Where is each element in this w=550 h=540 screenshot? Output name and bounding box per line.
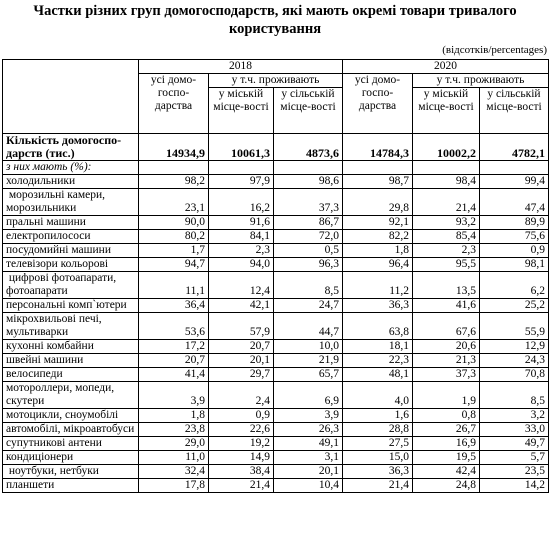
value-cell: 95,5 [413, 258, 480, 272]
unit-note: (відсотків/percentages) [442, 44, 547, 56]
value-cell: 2,3 [413, 244, 480, 258]
header-rural-2020 [480, 88, 549, 134]
value-cell: 1,8 [343, 244, 413, 258]
value-cell: 3,2 [480, 409, 549, 423]
value-cell: 94,7 [139, 258, 209, 272]
row-label [3, 479, 139, 493]
value-cell: 0,9 [480, 244, 549, 258]
value-cell: 29,7 [209, 368, 274, 382]
header-line: дарства [154, 100, 193, 112]
table-row [3, 437, 549, 451]
row-label-line: дарств (тис.) [6, 146, 75, 160]
value-cell: 33,0 [480, 423, 549, 437]
value-cell: 4,0 [343, 382, 413, 409]
value-cell: 19,2 [209, 437, 274, 451]
value-cell: 0,8 [413, 409, 480, 423]
value-cell: 3,9 [274, 409, 343, 423]
value-cell: 90,0 [139, 216, 209, 230]
value-cell: 24,3 [480, 354, 549, 368]
empty-cell [139, 161, 209, 175]
row-label [3, 368, 139, 382]
row-label-line: мотоцикли, сноумобілі [6, 409, 119, 421]
row-label [3, 272, 139, 299]
empty-cell [343, 161, 413, 175]
table-row [3, 258, 549, 272]
value-cell: 72,0 [274, 230, 343, 244]
value-cell: 14784,3 [343, 134, 413, 161]
value-cell: 20,6 [413, 340, 480, 354]
row-label-line: швейні машини [6, 354, 84, 366]
value-cell: 24,7 [274, 299, 343, 313]
table-row [3, 175, 549, 189]
row-label [3, 437, 139, 451]
value-cell: 41,4 [139, 368, 209, 382]
table-row [3, 230, 549, 244]
value-cell: 36,4 [139, 299, 209, 313]
row-label-line: цифрові фотоапарати, [6, 272, 117, 284]
row-label [3, 258, 139, 272]
header-line: госпо- [157, 87, 190, 99]
value-cell: 92,1 [343, 216, 413, 230]
value-cell: 20,1 [274, 465, 343, 479]
table-row [3, 423, 549, 437]
header-year-2020: 2020 [343, 60, 549, 74]
value-cell: 13,5 [413, 272, 480, 299]
value-cell: 6,2 [480, 272, 549, 299]
row-label [3, 423, 139, 437]
value-cell: 98,6 [274, 175, 343, 189]
value-cell: 98,4 [413, 175, 480, 189]
table-row [3, 134, 549, 161]
table-row [3, 340, 549, 354]
header-line: госпо- [361, 87, 394, 99]
row-label [3, 354, 139, 368]
value-cell: 98,7 [343, 175, 413, 189]
value-cell: 11,1 [139, 272, 209, 299]
value-cell: 63,8 [343, 313, 413, 340]
value-cell: 47,4 [480, 189, 549, 216]
value-cell: 28,8 [343, 423, 413, 437]
value-cell: 89,9 [480, 216, 549, 230]
row-label [3, 244, 139, 258]
value-cell: 85,4 [413, 230, 480, 244]
value-cell: 11,2 [343, 272, 413, 299]
row-label [3, 340, 139, 354]
value-cell: 53,6 [139, 313, 209, 340]
row-label-line: пральні машини [6, 216, 86, 228]
header-year-2018: 2018 [139, 60, 343, 74]
row-label-line: мотороллери, мопеди, [6, 382, 115, 394]
value-cell: 26,3 [274, 423, 343, 437]
title-line-2: користування [228, 21, 322, 37]
value-cell: 24,8 [413, 479, 480, 493]
row-label-line: посудомийні машини [6, 244, 111, 256]
row-label [3, 409, 139, 423]
table-row [3, 216, 549, 230]
value-cell: 1,8 [139, 409, 209, 423]
header-urban-2018 [209, 88, 274, 134]
value-cell: 8,5 [274, 272, 343, 299]
header-line: місце-вості [486, 101, 542, 113]
value-cell: 25,2 [480, 299, 549, 313]
value-cell: 23,8 [139, 423, 209, 437]
row-label [3, 175, 139, 189]
row-label-line: скутери [6, 395, 45, 407]
header-all-2020 [343, 74, 413, 134]
value-cell: 55,9 [480, 313, 549, 340]
row-label-line: кондиціонери [6, 451, 74, 463]
value-cell: 57,9 [209, 313, 274, 340]
title-line-1: Частки різних груп домогосподарств, які мають окремі товари тривалого [33, 3, 517, 19]
row-label-line: холодильники [6, 175, 76, 187]
value-cell: 96,4 [343, 258, 413, 272]
value-cell: 26,7 [413, 423, 480, 437]
row-label-line: Кількість домогоспо- [6, 133, 122, 147]
subtitle-cell: з них мають (%): [3, 161, 139, 175]
value-cell: 98,2 [139, 175, 209, 189]
row-label-line: ноутбуки, нетбуки [6, 465, 99, 477]
header-rural-2018 [274, 88, 343, 134]
value-cell: 21,3 [413, 354, 480, 368]
table-row [3, 451, 549, 465]
row-label [3, 313, 139, 340]
row-label [3, 216, 139, 230]
value-cell: 21,4 [413, 189, 480, 216]
table-row [3, 368, 549, 382]
row-label-line: мультиварки [6, 326, 69, 338]
value-cell: 70,8 [480, 368, 549, 382]
row-label-line: велосипеди [6, 368, 63, 380]
table-row [3, 354, 549, 368]
row-label-line: кухонні комбайни [6, 340, 94, 352]
value-cell: 22,3 [343, 354, 413, 368]
value-cell: 49,7 [480, 437, 549, 451]
value-cell: 86,7 [274, 216, 343, 230]
table-row [3, 313, 549, 340]
value-cell: 0,5 [274, 244, 343, 258]
value-cell: 29,0 [139, 437, 209, 451]
header-line: у міській [423, 88, 469, 100]
table-row [3, 382, 549, 409]
value-cell: 37,3 [274, 189, 343, 216]
value-cell: 93,2 [413, 216, 480, 230]
value-cell: 20,1 [209, 354, 274, 368]
value-cell: 11,0 [139, 451, 209, 465]
value-cell: 38,4 [209, 465, 274, 479]
header-subheader-2020: у т.ч. проживають [413, 74, 549, 88]
value-cell: 98,1 [480, 258, 549, 272]
page-title [0, 2, 550, 38]
value-cell: 15,0 [343, 451, 413, 465]
value-cell: 0,9 [209, 409, 274, 423]
table-row [3, 244, 549, 258]
value-cell: 14,2 [480, 479, 549, 493]
header-line: усі домо- [354, 74, 401, 86]
value-cell: 91,6 [209, 216, 274, 230]
row-label [3, 189, 139, 216]
row-label-line: фотоапарати [6, 285, 68, 297]
table-row [3, 409, 549, 423]
value-cell: 44,7 [274, 313, 343, 340]
table-body [3, 134, 549, 493]
value-cell: 41,6 [413, 299, 480, 313]
value-cell: 17,2 [139, 340, 209, 354]
row-label-line: автомобілі, мікроавтобуси [6, 423, 135, 435]
value-cell: 97,9 [209, 175, 274, 189]
table-row [3, 465, 549, 479]
row-label-line: планшети [6, 479, 55, 491]
value-cell: 84,1 [209, 230, 274, 244]
row-label [3, 451, 139, 465]
table-row [3, 299, 549, 313]
header-empty [3, 60, 139, 134]
header-line: місце-вості [213, 101, 269, 113]
row-label-line: супутникові антени [6, 437, 102, 449]
value-cell: 94,0 [209, 258, 274, 272]
header-line: у міській [218, 88, 264, 100]
row-label [3, 134, 139, 161]
value-cell: 23,1 [139, 189, 209, 216]
row-label-line: морозильники [6, 202, 77, 214]
value-cell: 21,9 [274, 354, 343, 368]
value-cell: 5,7 [480, 451, 549, 465]
value-cell: 42,4 [413, 465, 480, 479]
value-cell: 16,9 [413, 437, 480, 451]
value-cell: 1,7 [139, 244, 209, 258]
header-line: місце-вості [280, 101, 336, 113]
value-cell: 80,2 [139, 230, 209, 244]
row-label-line: персональні комп`ютери [6, 299, 127, 311]
table-row [3, 272, 549, 299]
row-label-line: морозильні камери, [6, 189, 105, 201]
value-cell: 19,5 [413, 451, 480, 465]
value-cell: 36,3 [343, 299, 413, 313]
value-cell: 14934,9 [139, 134, 209, 161]
header-line: у сільській [487, 88, 541, 100]
header-subheader-2018: у т.ч. проживають [209, 74, 343, 88]
value-cell: 36,3 [343, 465, 413, 479]
value-cell: 48,1 [343, 368, 413, 382]
value-cell: 12,9 [480, 340, 549, 354]
value-cell: 1,9 [413, 382, 480, 409]
value-cell: 37,3 [413, 368, 480, 382]
empty-cell [480, 161, 549, 175]
row-label-line: телевізори кольорові [6, 258, 109, 270]
row-label [3, 465, 139, 479]
row-label [3, 299, 139, 313]
value-cell: 2,4 [209, 382, 274, 409]
value-cell: 67,6 [413, 313, 480, 340]
table-row [3, 479, 549, 493]
value-cell: 20,7 [209, 340, 274, 354]
value-cell: 6,9 [274, 382, 343, 409]
row-label [3, 230, 139, 244]
value-cell: 23,5 [480, 465, 549, 479]
header-urban-2020 [413, 88, 480, 134]
value-cell: 4782,1 [480, 134, 549, 161]
empty-cell [413, 161, 480, 175]
empty-cell [209, 161, 274, 175]
value-cell: 82,2 [343, 230, 413, 244]
value-cell: 96,3 [274, 258, 343, 272]
value-cell: 12,4 [209, 272, 274, 299]
value-cell: 29,8 [343, 189, 413, 216]
value-cell: 32,4 [139, 465, 209, 479]
header-line: місце-вості [418, 101, 474, 113]
value-cell: 22,6 [209, 423, 274, 437]
value-cell: 49,1 [274, 437, 343, 451]
value-cell: 75,6 [480, 230, 549, 244]
value-cell: 10002,2 [413, 134, 480, 161]
value-cell: 16,2 [209, 189, 274, 216]
row-label [3, 382, 139, 409]
header-line: у сільській [281, 88, 335, 100]
data-table [2, 59, 549, 493]
header-all-2018 [139, 74, 209, 134]
value-cell: 10061,3 [209, 134, 274, 161]
value-cell: 3,9 [139, 382, 209, 409]
header-line: усі домо- [150, 74, 197, 86]
value-cell: 21,4 [343, 479, 413, 493]
value-cell: 1,6 [343, 409, 413, 423]
value-cell: 65,7 [274, 368, 343, 382]
row-label-line: електропилососи [6, 230, 91, 242]
value-cell: 18,1 [343, 340, 413, 354]
value-cell: 99,4 [480, 175, 549, 189]
value-cell: 3,1 [274, 451, 343, 465]
value-cell: 4873,6 [274, 134, 343, 161]
value-cell: 21,4 [209, 479, 274, 493]
table-row [3, 189, 549, 216]
value-cell: 14,9 [209, 451, 274, 465]
value-cell: 8,5 [480, 382, 549, 409]
empty-cell [274, 161, 343, 175]
value-cell: 10,0 [274, 340, 343, 354]
value-cell: 42,1 [209, 299, 274, 313]
subtitle-row [3, 161, 549, 175]
value-cell: 2,3 [209, 244, 274, 258]
value-cell: 17,8 [139, 479, 209, 493]
value-cell: 20,7 [139, 354, 209, 368]
row-label-line: мікрохвильові печі, [6, 313, 102, 325]
header-line: дарства [358, 100, 397, 112]
value-cell: 10,4 [274, 479, 343, 493]
value-cell: 27,5 [343, 437, 413, 451]
